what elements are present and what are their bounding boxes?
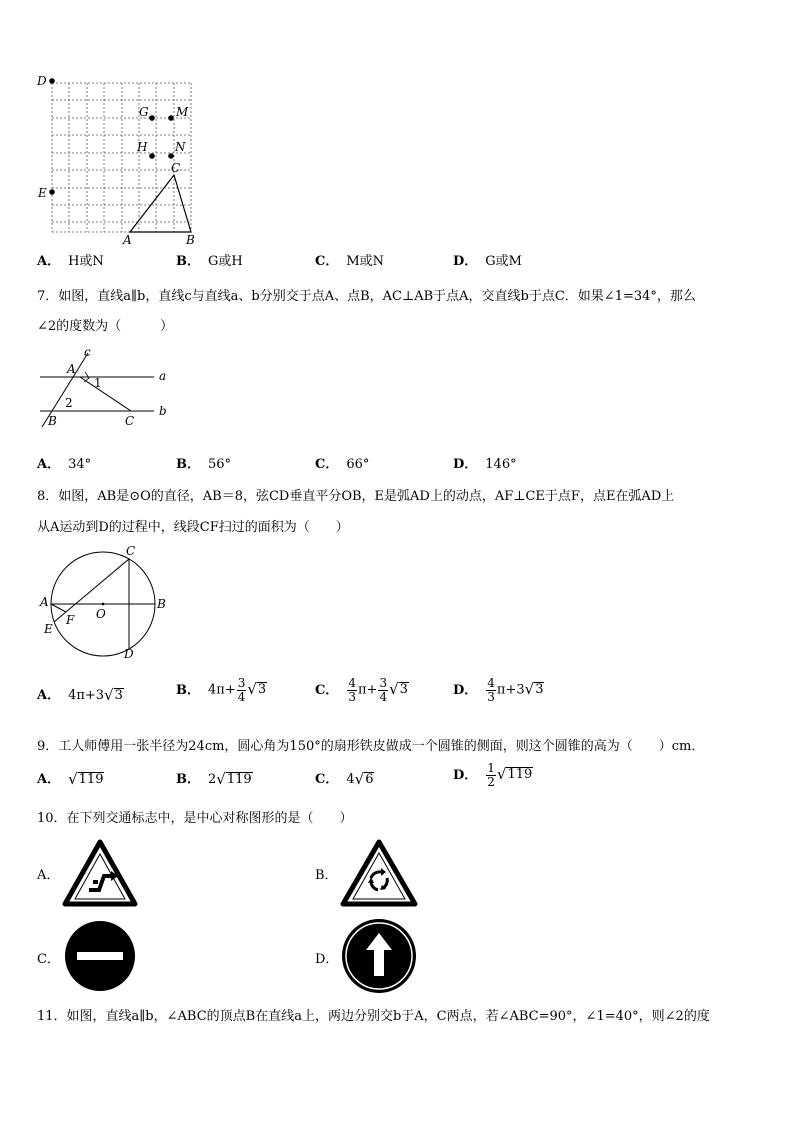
label-n: N — [175, 140, 186, 154]
q10-option-a-label[interactable]: A． — [37, 868, 60, 883]
label-angle-2: 2 — [65, 396, 73, 410]
q8-option-d[interactable]: D． $\frac{4}{3}$ π+3 √ 3 — [453, 676, 544, 704]
sqrt-sign: √ 3 — [389, 680, 408, 699]
q6-option-a[interactable]: A． H或N — [37, 254, 104, 269]
sqrt-sign: √ 3 — [524, 680, 544, 699]
label-g: G — [139, 105, 149, 119]
straight-ahead-sign-icon[interactable] — [340, 918, 418, 994]
fraction: $\frac{3}{4}$ — [237, 676, 246, 704]
label-d: D — [124, 647, 134, 661]
q7-parallel-lines-figure — [34, 345, 184, 435]
sqrt-sign: √ 119 — [216, 769, 252, 788]
label-point-b: B — [48, 414, 57, 428]
q6-option-d[interactable]: D． G或M — [453, 254, 522, 269]
q8-stem-line2: 从A运动到D的过程中，线段CF扫过的面积为（ ） — [37, 520, 349, 535]
label-a: A — [40, 595, 49, 609]
point-n — [168, 153, 174, 159]
q8-stem-line1: 8．如图，AB是⊙O的直径，AB＝8，弦CD垂直平分OB，E是弧AD上的动点，AF⊥CE于点F，点E在弧AD上 — [37, 489, 675, 504]
label-b-line: b — [159, 404, 167, 418]
label-d: D — [37, 74, 47, 88]
segment-ac — [80, 377, 131, 411]
label-c: C — [126, 544, 136, 558]
q9-option-a[interactable]: A． √ 119 — [37, 769, 104, 788]
q9-option-b[interactable]: B． 2 √ 119 — [176, 769, 252, 788]
q10-stem: 10．在下列交通标志中，是中心对称图形的是（ ） — [37, 811, 353, 826]
q8-option-c[interactable]: C． $\frac{4}{3}$ π+ $\frac{3}{4}$ √ 3 — [315, 676, 408, 704]
sqrt-sign: √ 3 — [247, 680, 267, 699]
label-point-c: C — [125, 414, 135, 428]
q8-circle-figure — [36, 540, 176, 665]
q7-option-c[interactable]: C． 66° — [315, 457, 370, 472]
point-m — [168, 115, 174, 121]
sqrt-sign: √ 119 — [496, 765, 533, 784]
sqrt-sign: √ 119 — [68, 769, 104, 788]
label-e: E — [44, 622, 53, 636]
label-m: M — [176, 105, 189, 119]
label-f: F — [66, 613, 75, 627]
q7-option-b[interactable]: B． 56° — [176, 457, 232, 472]
label-b: B — [157, 597, 166, 611]
q11-stem: 11．如图，直线a∥b，∠ABC的顶点B在直线a上，两边分别交b于A，C两点，若∠ABC=90°，∠1=40°，则∠2的度 — [37, 1009, 710, 1024]
label-c-line: c — [84, 345, 91, 359]
point-e — [49, 189, 55, 195]
fraction: $\frac{4}{3}$ — [348, 676, 356, 704]
label-c: C — [171, 161, 181, 175]
q10-option-d-label[interactable]: D． — [315, 952, 339, 967]
fraction: $\frac{4}{3}$ — [487, 676, 495, 704]
q6-grid-figure — [34, 70, 204, 250]
q6-option-b[interactable]: B． G或H — [176, 254, 243, 269]
label-point-a: A — [67, 362, 76, 376]
double-bend-sign-icon[interactable] — [62, 838, 138, 908]
q7-stem-line2: ∠2的度数为（ ） — [37, 319, 174, 334]
sqrt-sign: √ 3 — [104, 685, 123, 704]
q8-option-a[interactable]: A． 4π+3 √ 3 — [37, 685, 123, 704]
q6-option-c[interactable]: C． M或N — [315, 254, 385, 269]
center-o — [102, 603, 105, 606]
label-angle-1: 1 — [94, 376, 102, 390]
label-a: A — [123, 233, 132, 247]
q9-stem: 9．工人师傅用一张半径为24cm，圆心角为150°的扇形铁皮做成一个圆锥的侧面，则这个圆锥的高为（ ）cm． — [37, 739, 705, 754]
q7-option-a[interactable]: A． 34° — [37, 457, 92, 472]
q7-option-d[interactable]: D． 146° — [453, 457, 517, 472]
q7-stem-line1: 7．如图，直线a∥b，直线c与直线a、b分别交于点A、点B，AC⊥AB于点A，交直线b于点C．如果∠1=34°，那么 — [37, 289, 696, 304]
q8-option-b[interactable]: B． 4π+ $\frac{3}{4}$ √ 3 — [176, 676, 267, 704]
label-e: E — [38, 186, 47, 200]
segment-af — [51, 604, 66, 612]
point-h — [149, 153, 155, 159]
label-o: O — [96, 607, 106, 621]
q9-option-d[interactable]: D． $\frac{1}{2}$ √ 119 — [453, 761, 533, 789]
label-b: B — [186, 233, 195, 247]
q10-option-b-label[interactable]: B． — [315, 868, 338, 883]
q9-option-c[interactable]: C． 4 √ 6 — [315, 769, 374, 788]
q10-option-c-label[interactable]: C． — [37, 952, 60, 967]
fraction: $\frac{3}{4}$ — [379, 676, 388, 704]
sqrt-sign: √ 6 — [354, 769, 374, 788]
point-d — [49, 78, 55, 84]
label-h: H — [137, 140, 148, 154]
label-a-line: a — [159, 369, 167, 383]
point-g — [149, 115, 155, 121]
fraction: $\frac{1}{2}$ — [487, 761, 495, 789]
roundabout-sign-icon[interactable] — [340, 838, 418, 908]
no-entry-sign-icon[interactable] — [62, 920, 138, 992]
